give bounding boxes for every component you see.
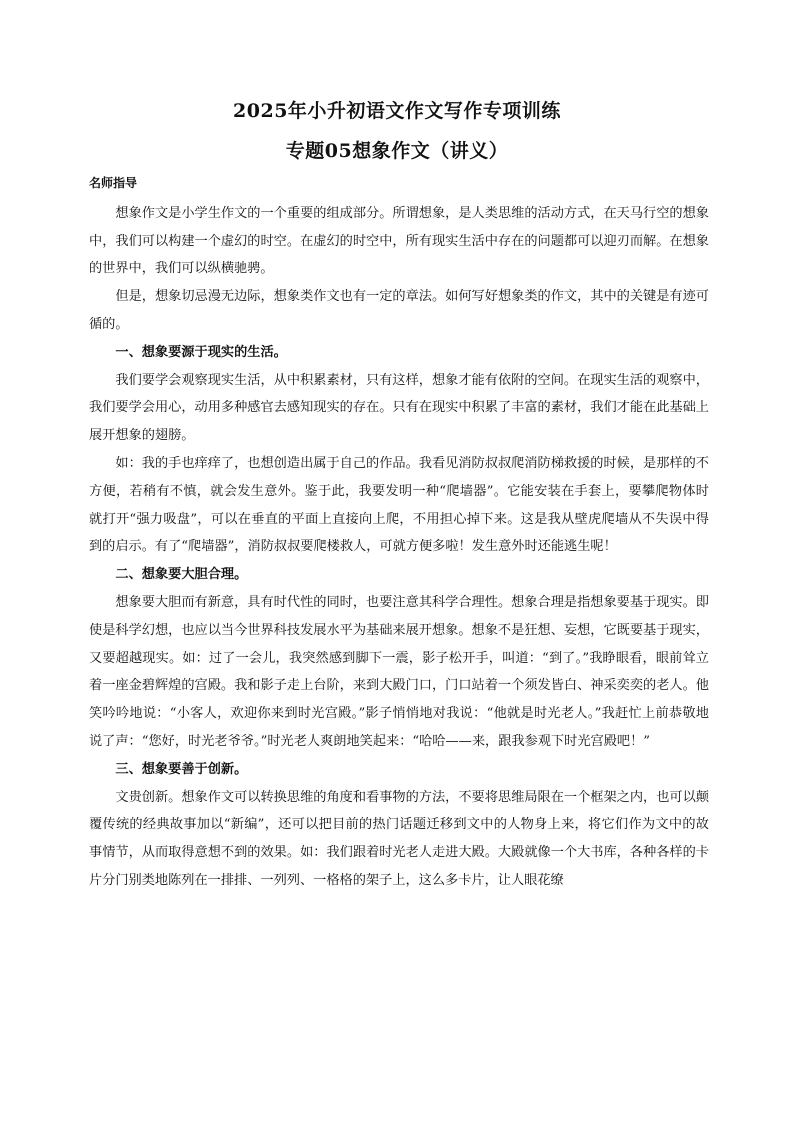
paragraph-example-climber: 如：我的手也痒痒了，也想创造出属于自己的作品。我看见消防叔叔爬消防梯救援的时候，是那样的不方便，若稍有不慎，就会发生意外。鉴于此，我要发明一种“爬墙器”。它能安装在手套上，要攀爬物体时就打开“强力吸盘”，可以在垂直的平面上直接向上爬，不用担心掉下来。这是我从壁虎爬墙从不失误中得到的启示。有了“爬墙器”，消防叔叔要爬楼救人，可就方便多啦！发生意外时还能逃生呢！ xyxy=(89,455,709,555)
heading-bold-reasonable: 二、想象要大胆合理。 xyxy=(115,567,248,583)
paragraph-method: 但是，想象切忌漫无边际，想象类作文也有一定的章法。如何写好想象类的作文，其中的关键是有迹可循的。 xyxy=(89,289,709,332)
paragraph-observe: 我们要学会观察现实生活，从中积累素材，只有这样，想象才能有依附的空间。在现实生活的观察中，我们要学会用心，动用多种感官去感知现实的存在。只有在现实中积累了丰富的素材，我们才能在此基础上展开想象的翅膀。 xyxy=(89,372,709,444)
paragraph-time-palace: 想象要大胆而有新意，具有时代性的同时，也要注意其科学合理性。想象合理是指想象要基于现实。即使是科学幻想，也应以当今世界科技发展水平为基础来展开想象。想象不是狂想、妄想，它既要基于现实，又要超越现实。如：过了一会儿，我突然感到脚下一震，影子松开手，叫道：“到了。”我睁眼看，眼前耸立着一座金碧辉煌的宫殿。我和影子走上台阶，来到大殿门口，门口站着一个须发皆白、神采奕奕的老人。他笑吟吟地说：“小客人，欢迎你来到时光宫殿。”影子悄悄地对我说：“他就是时光老人。”我赶忙上前恭敬地说了声：“您好，时光老爷爷。”时光老人爽朗地笑起来：“哈哈——来，跟我参观下时光宫殿吧！” xyxy=(89,594,709,749)
heading-reality: 一、想象要源于现实的生活。 xyxy=(115,344,287,360)
document-body xyxy=(89,170,709,895)
paragraph-innovation: 文贵创新。想象作文可以转换思维的角度和看事物的方法，不要将思维局限在一个框架之内，也可以颠覆传统的经典故事加以“新编”，还可以把目前的热门话题迁移到文中的人物身上来，将它们作为文中的故事情节，从而取得意想不到的效果。如：我们跟着时光老人走进大殿。大殿就像一个大书库，各种各样的卡片分门别类地陈列在一排排、一列列、一格格的架子上，这么多卡片，让人眼花缭 xyxy=(89,789,709,888)
paragraph-intro: 想象作文是小学生作文的一个重要的组成部分。所谓想象，是人类思维的活动方式，在天马行空的想象中，我们可以构建一个虚幻的时空。在虚幻的时空中，所有现实生活中存在的问题都可以迎刃而解。在想象的世界中，我们可以纵横驰骋。 xyxy=(89,205,709,277)
document-subtitle: 专题05想象作文（讲义） xyxy=(285,140,509,162)
heading-innovation: 三、想象要善于创新。 xyxy=(115,761,248,777)
section-label: 名师指导 xyxy=(89,176,138,190)
document-title: 2025年小升初语文作文写作专项训练 xyxy=(233,100,561,122)
